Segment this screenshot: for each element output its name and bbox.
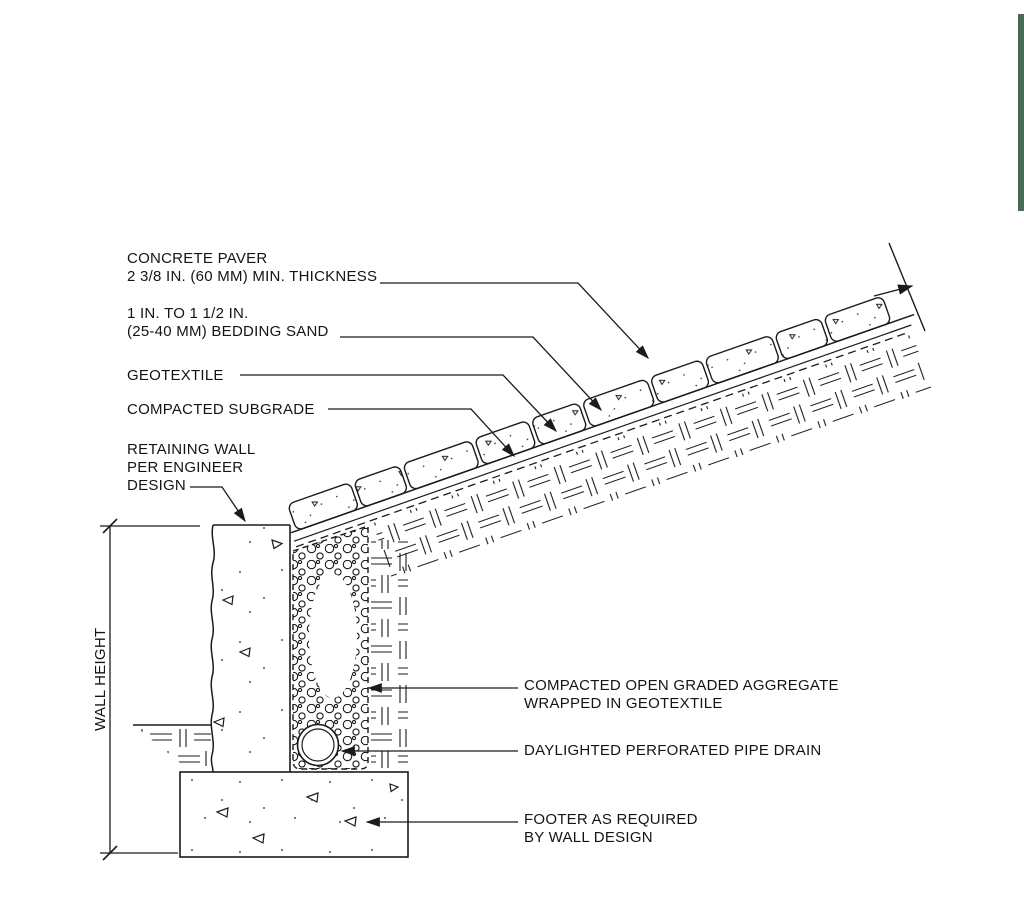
label-line: COMPACTED OPEN GRADED AGGREGATE: [524, 677, 839, 694]
label-line: RETAINING WALL: [127, 441, 256, 458]
label-line: WRAPPED IN GEOTEXTILE: [524, 695, 723, 712]
perforated-pipe: [298, 725, 339, 766]
bedding-sand-lines: [291, 315, 917, 542]
label-footer: [524, 811, 698, 847]
label-line: DESIGN: [127, 477, 187, 494]
backfill-hatch-strip: [371, 540, 408, 768]
label-line: (25-40 MM) BEDDING SAND: [127, 323, 329, 340]
label-line: COMPACTED SUBGRADE: [127, 401, 315, 418]
retaining-wall-body: [211, 525, 290, 772]
aggregate-column: [293, 526, 368, 769]
grade-continuation-arrow: [874, 286, 912, 296]
label-line: BY WALL DESIGN: [524, 829, 653, 846]
label-line: 1 IN. TO 1 1/2 IN.: [127, 305, 249, 322]
label-concrete-paver: [127, 250, 377, 286]
leader-concrete-paver: [380, 283, 648, 358]
geotextile-line: [296, 332, 909, 547]
label-compacted-subgrade: [127, 401, 315, 419]
label-geotextile: [127, 367, 224, 385]
label-line: DAYLIGHTED PERFORATED PIPE DRAIN: [524, 742, 822, 759]
label-aggregate: [524, 677, 839, 713]
label-line: PER ENGINEER: [127, 459, 244, 476]
label-retaining-wall: [127, 441, 256, 495]
label-line: FOOTER AS REQUIRED: [524, 811, 698, 828]
label-pipe-drain: [524, 742, 822, 760]
label-line: CONCRETE PAVER: [127, 250, 268, 267]
footer-body: [180, 772, 408, 857]
leader-bedding-sand: [340, 337, 601, 410]
label-bedding-sand: [127, 305, 329, 341]
label-line: GEOTEXTILE: [127, 367, 224, 384]
label-line: 2 3/8 IN. (60 MM) MIN. THICKNESS: [127, 268, 378, 285]
label-wall-height: [92, 628, 110, 731]
label-line: WALL HEIGHT: [92, 627, 109, 731]
low-side-grade: [133, 725, 212, 766]
green-accent-bar: [1018, 14, 1024, 211]
